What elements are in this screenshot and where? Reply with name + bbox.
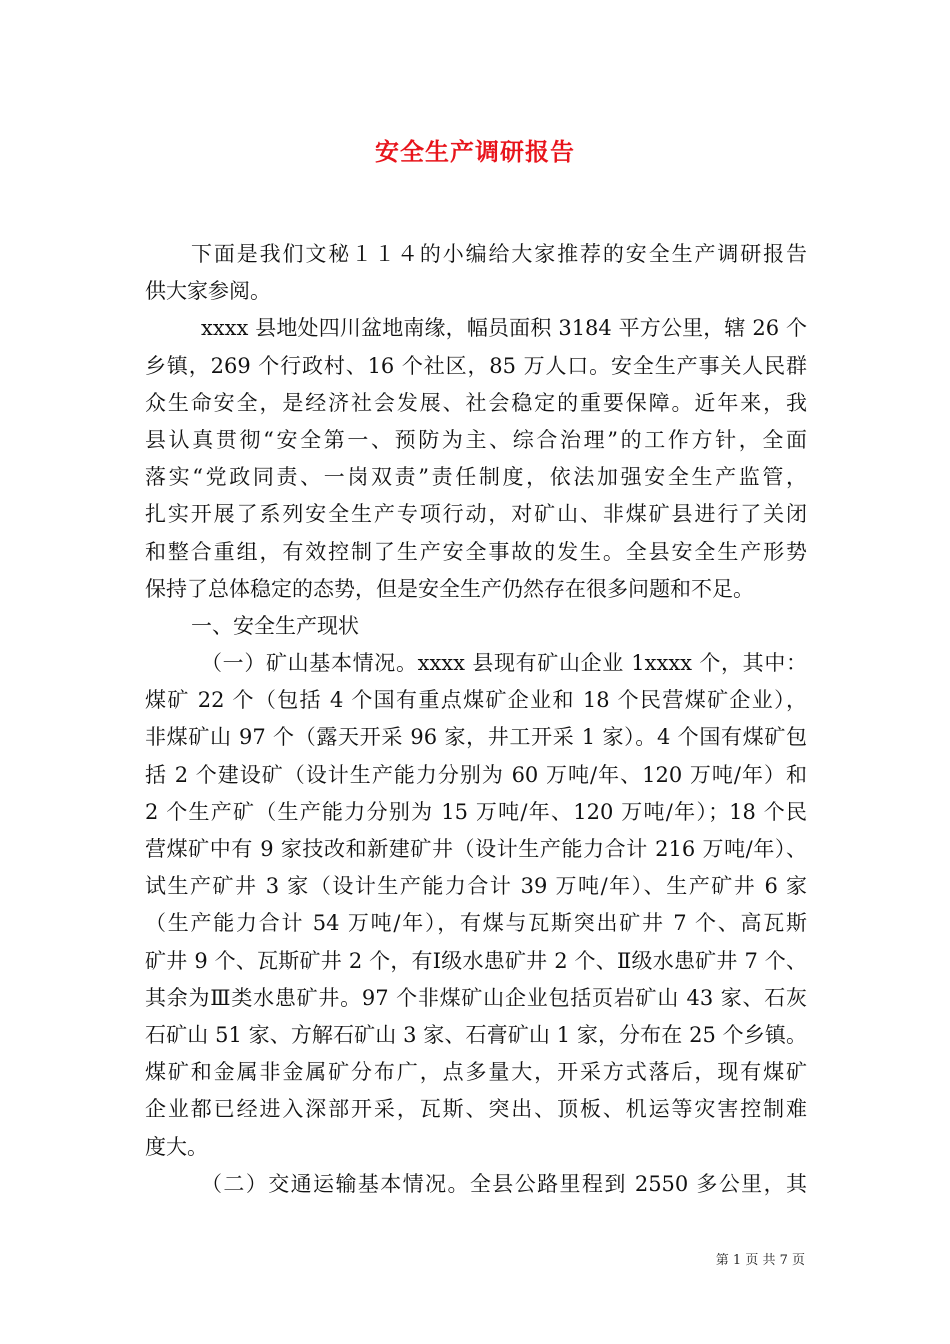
text-line: 度大。 bbox=[145, 1134, 208, 1159]
text-line: 其余为Ⅲ类水患矿井。97 个非煤矿山企业包括页岩矿山 43 家、石灰 bbox=[145, 985, 807, 1010]
text-line: 众生命安全，是经济社会发展、社会稳定的重要保障。近年来，我 bbox=[145, 390, 807, 415]
text-line: 和整合重组，有效控制了生产安全事故的发生。全县安全生产形势 bbox=[145, 539, 807, 564]
text-line: （二）交通运输基本情况。全县公路里程到 2550 多公里，其 bbox=[201, 1171, 807, 1196]
text-line: 括 2 个建设矿（设计生产能力分别为 60 万吨/年、120 万吨/年）和 bbox=[145, 762, 807, 787]
text-line: 保持了总体稳定的态势，但是安全生产仍然存在很多问题和不足。 bbox=[145, 576, 754, 601]
text-line: 试生产矿井 3 家（设计生产能力合计 39 万吨/年）、生产矿井 6 家 bbox=[145, 874, 807, 899]
text-line: 县认真贯彻“安全第一、预防为主、综合治理”的工作方针，全面 bbox=[145, 427, 807, 452]
text-line: 落实“党政同责、一岗双责”责任制度，依法加强安全生产监管， bbox=[145, 465, 807, 490]
text-line: 乡镇，269 个行政村、16 个社区，85 万人口。安全生产事关人民群 bbox=[145, 353, 807, 378]
text-line: 下面是我们文秘１１４的小编给大家推荐的安全生产调研报告 bbox=[191, 242, 807, 266]
text-line: 煤矿和金属非金属矿分布广，点多量大，开采方式落后，现有煤矿 bbox=[145, 1060, 807, 1085]
text-line: 煤矿 22 个（包括 4 个国有重点煤矿企业和 18 个民营煤矿企业）， bbox=[145, 688, 807, 713]
text-line: 石矿山 51 家、方解石矿山 3 家、石膏矿山 1 家，分布在 25 个乡镇。 bbox=[145, 1022, 807, 1047]
text-line: 2 个生产矿（生产能力分别为 15 万吨/年、120 万吨/年）；18 个民 bbox=[145, 799, 807, 824]
text-line: （一）矿山基本情况。xxxx 县现有矿山企业 1xxxx 个，其中： bbox=[201, 651, 807, 676]
page-indicator: 第 1 页 共 7 页 bbox=[715, 1253, 805, 1268]
text-line: 扎实开展了系列安全生产专项行动，对矿山、非煤矿县进行了关闭 bbox=[145, 502, 807, 527]
document-title: 安全生产调研报告 bbox=[375, 137, 575, 166]
document-body bbox=[145, 236, 807, 1203]
text-line: 矿井 9 个、瓦斯矿井 2 个，有Ⅰ级水患矿井 2 个、Ⅱ级水患矿井 7 个、 bbox=[145, 948, 807, 973]
text-line: （生产能力合计 54 万吨/年），有煤与瓦斯突出矿井 7 个、高瓦斯 bbox=[145, 911, 807, 936]
text-line: 企业都已经进入深部开采，瓦斯、突出、顶板、机运等灾害控制难 bbox=[145, 1097, 807, 1122]
text-line: xxxx 县地处四川盆地南缘，幅员面积 3184 平方公里，辖 26 个 bbox=[201, 316, 807, 341]
text-line: 营煤矿中有 9 家技改和新建矿井（设计生产能力合计 216 万吨/年）、 bbox=[145, 837, 807, 861]
text-line: 供大家参阅。 bbox=[145, 279, 271, 304]
text-line: 一、安全生产现状 bbox=[191, 613, 359, 638]
text-line: 非煤矿山 97 个（露天开采 96 家，井工开采 1 家）。4 个国有煤矿包 bbox=[145, 725, 807, 750]
